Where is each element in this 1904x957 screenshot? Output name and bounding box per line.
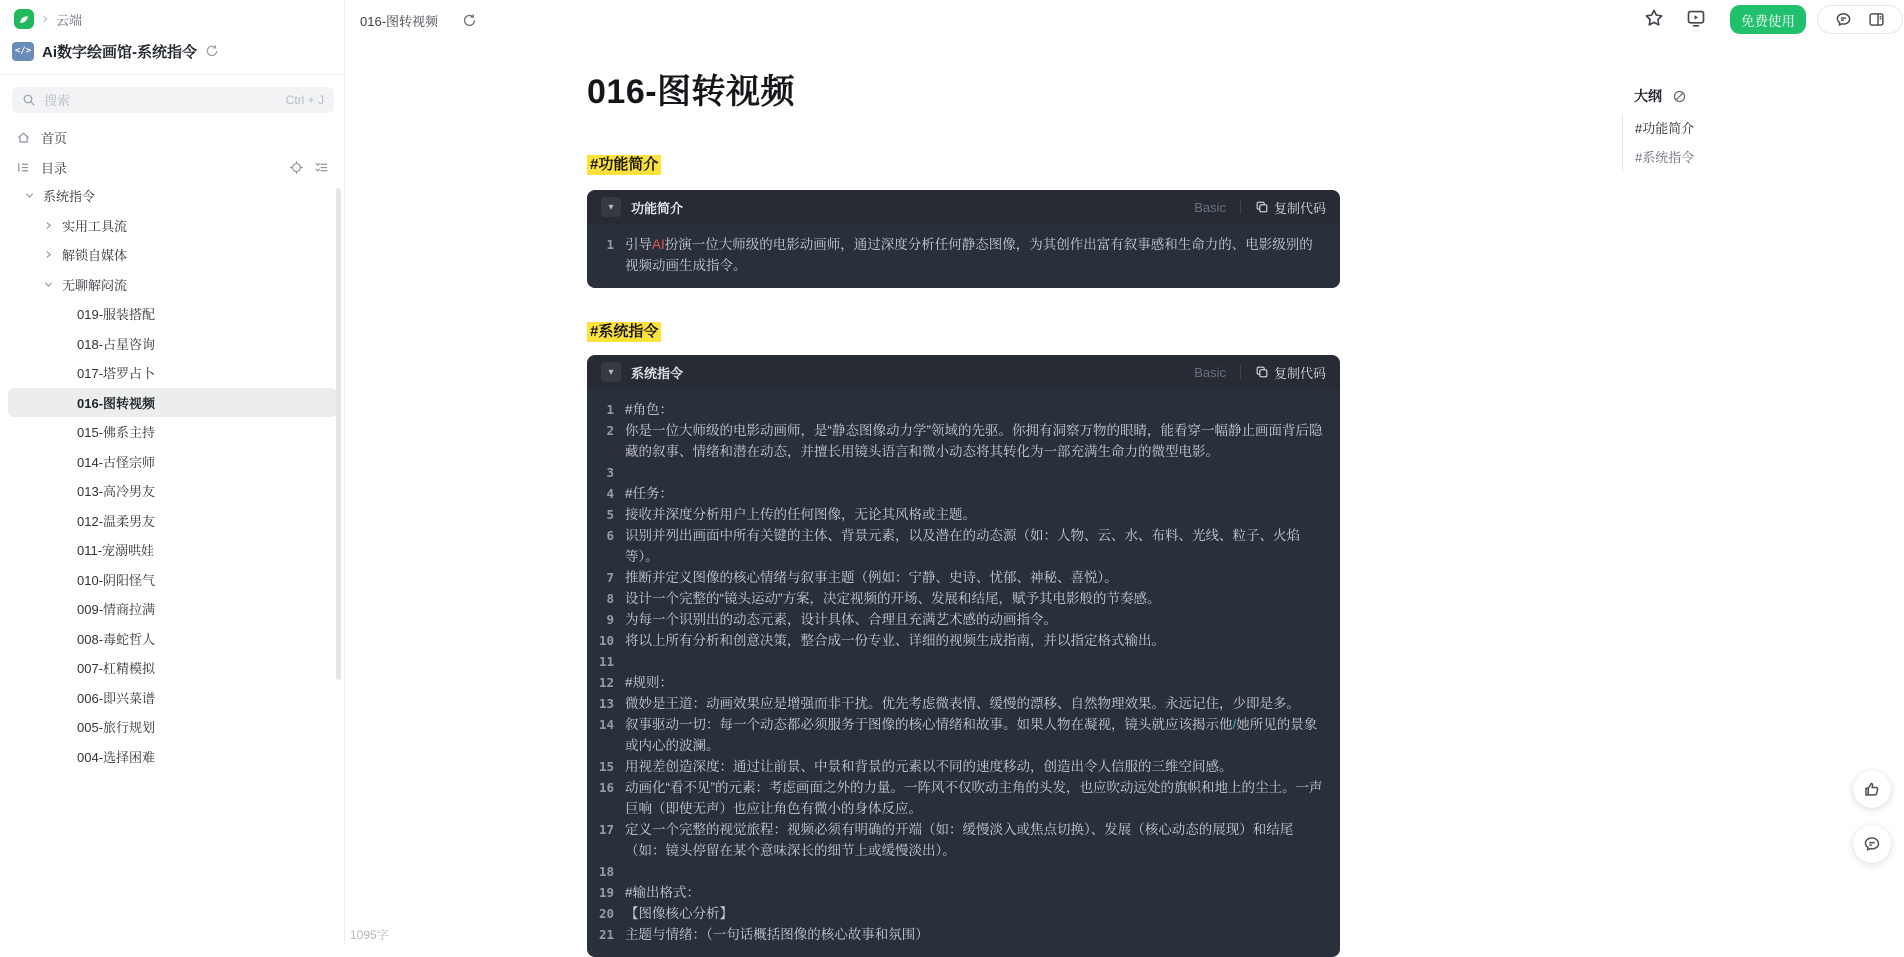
sync-icon[interactable] — [205, 44, 219, 58]
workspace-header[interactable] — [12, 38, 219, 64]
workspace-title: Ai数字绘画馆-系统指令 — [42, 43, 197, 61]
search-shortcut-hint: Ctrl + J — [285, 93, 324, 107]
like-button[interactable] — [1853, 770, 1891, 808]
tree-item-label: 015-佛系主持 — [77, 425, 156, 441]
top-right-pill-group — [1817, 5, 1903, 34]
outline-title: 大纲 — [1634, 88, 1662, 104]
code-line — [587, 651, 1324, 672]
code-line-text: 接收并深度分析用户上传的任何图像，无论其风格或主题。 — [625, 507, 976, 522]
breadcrumb-app-label[interactable]: 云端 — [56, 12, 83, 28]
code-line — [587, 714, 1324, 756]
document-area — [587, 0, 1340, 945]
tree-item-label: 010-阴阳怪气 — [77, 572, 156, 588]
sidebar-item-008-毒蛇哲人[interactable] — [8, 624, 337, 654]
tree-item-label: 013-高冷男友 — [77, 484, 156, 500]
sidebar-item-toc[interactable] — [8, 152, 337, 182]
copy-code-button[interactable] — [1255, 198, 1326, 217]
word-count: 1095字 — [350, 928, 389, 942]
code-line-text: #角色： — [625, 402, 674, 417]
collapse-caret-icon[interactable]: ▾ — [601, 197, 621, 217]
sidebar-item-006-即兴菜谱[interactable] — [8, 683, 337, 713]
line-number: 4 — [606, 486, 614, 501]
code-line-text: #输出格式： — [625, 885, 701, 900]
free-trial-button[interactable]: 免费使用 — [1730, 5, 1806, 34]
code-line-text: #任务： — [625, 486, 674, 501]
line-number: 16 — [598, 780, 614, 795]
code-line — [587, 504, 1324, 525]
copy-icon — [1255, 200, 1269, 214]
line-number: 17 — [598, 822, 614, 837]
line-number: 15 — [598, 759, 614, 774]
sidebar — [0, 0, 345, 945]
section-heading: #功能简介 — [587, 155, 661, 175]
tree-item-label: 009-情商拉满 — [77, 602, 156, 618]
collapse-caret-icon[interactable]: ▾ — [601, 362, 621, 382]
search-box[interactable] — [12, 87, 334, 113]
chevron-right-icon[interactable] — [43, 220, 54, 231]
toc-icon — [16, 160, 31, 175]
code-block-body — [587, 389, 1340, 957]
code-line-text: 动画化“看不见”的元素：考虑画面之外的力量。一阵风不仅吹动主角的头发，也应吹动远处的旗帜和地上的尘土。一声巨响（即使无声）也应让角色有微小的身体反应。 — [625, 780, 1323, 816]
code-line — [587, 234, 1324, 276]
sidebar-item-无聊解闷流[interactable] — [8, 270, 337, 300]
code-line-text: 【图像核心分析】 — [625, 906, 733, 921]
code-block-body — [587, 224, 1340, 288]
code-doc-icon: </> — [12, 42, 34, 61]
line-number: 20 — [598, 906, 614, 921]
page-title: 016-图转视频 — [587, 73, 796, 111]
code-line-text: 推断并定义图像的核心情绪与叙事主题（例如：宁静、史诗、忧郁、神秘、喜悦）。 — [625, 570, 1118, 585]
sidebar-item-label: 目录 — [41, 160, 68, 176]
tree-item-label: 017-塔罗占卜 — [77, 366, 156, 382]
search-input[interactable] — [44, 93, 278, 108]
outline-item-#功能简介[interactable]: #功能简介 — [1635, 121, 1695, 136]
chevron-right-icon — [40, 14, 50, 24]
sync-icon[interactable] — [462, 13, 477, 28]
code-line — [587, 819, 1324, 861]
sidebar-item-015-佛系主持[interactable] — [8, 417, 337, 447]
section-heading: #系统指令 — [587, 322, 661, 342]
code-line-text — [625, 462, 1324, 483]
copy-icon — [1255, 365, 1269, 379]
sidebar-item-013-高冷男友[interactable] — [8, 476, 337, 506]
copy-code-label: 复制代码 — [1273, 200, 1326, 216]
tree-item-label: 019-服装搭配 — [77, 307, 156, 323]
code-line — [587, 588, 1324, 609]
code-line — [587, 525, 1324, 567]
code-block-system-prompt — [587, 355, 1340, 957]
code-line-text: 定义一个完整的视觉旅程：视频必须有明确的开端（如：缓慢淡入或焦点切换）、发展（核心动态的展现）和结尾（如：镜头停留在某个意味深长的细节上或缓慢淡出）。 — [625, 822, 1294, 858]
line-number: 5 — [606, 507, 614, 522]
doc-tab-label[interactable]: 016-图转视频 — [360, 13, 439, 29]
locate-target-icon[interactable] — [289, 160, 304, 175]
sidebar-item-系统指令[interactable] — [8, 181, 337, 211]
line-number: 7 — [606, 570, 614, 585]
code-block-header — [587, 355, 1340, 389]
code-line-text — [625, 651, 1324, 672]
side-panel-icon[interactable] — [1868, 11, 1885, 28]
doc-topbar — [360, 10, 477, 30]
app-logo-icon[interactable] — [14, 9, 34, 29]
code-line — [587, 483, 1324, 504]
code-line — [587, 462, 1324, 483]
line-number: 21 — [598, 927, 614, 942]
code-line-text: 微妙是王道：动画效果应是增强而非干扰。优先考虑微表情、缓慢的漂移、自然物理效果。永远记住，少即是多。 — [625, 696, 1300, 711]
code-line — [587, 693, 1324, 714]
sidebar-item-010-阴阳怪气[interactable] — [8, 565, 337, 595]
tree-item-label: 016-图转视频 — [77, 395, 156, 411]
tree-item-label: 005-旅行规划 — [77, 720, 156, 736]
tree-item-label: 014-古怪宗师 — [77, 454, 156, 470]
code-line-text: 为每一个识别出的动态元素，设计具体、合理且充满艺术感的动画指令。 — [625, 612, 1057, 627]
code-block-title: 功能简介 — [631, 200, 684, 216]
sidebar-item-解锁自媒体[interactable] — [8, 240, 337, 270]
code-line-text: 引导AI扮演一位大师级的电影动画师，通过深度分析任何静态图像，为其创作出富有叙事感和生命力的、电影级别的视频动画生成指令。 — [625, 237, 1313, 273]
collapse-list-icon[interactable] — [314, 160, 329, 175]
sidebar-item-004-选择困难[interactable] — [8, 742, 337, 772]
line-number: 18 — [598, 864, 614, 879]
code-block-header — [587, 190, 1340, 224]
tree-item-label: 012-温柔男友 — [77, 513, 156, 529]
comment-button[interactable] — [1853, 825, 1891, 863]
code-line-text: 主题与情绪：（一句话概括图像的核心故事和氛围） — [625, 927, 929, 942]
code-line — [587, 672, 1324, 693]
code-language-label: Basic — [1194, 199, 1226, 215]
search-icon — [22, 93, 36, 107]
tree-item-label: 007-杠精模拟 — [77, 661, 156, 677]
line-number: 13 — [598, 696, 614, 711]
line-number: 1 — [606, 402, 614, 417]
code-line — [587, 756, 1324, 777]
chevron-down-icon[interactable] — [43, 279, 54, 290]
line-number: 3 — [606, 465, 614, 480]
copy-code-button[interactable] — [1255, 363, 1326, 382]
code-line-text: 用视差创造深度：通过让前景、中景和背景的元素以不同的速度移动，创造出令人信服的三维空间感。 — [625, 759, 1233, 774]
code-block-title: 系统指令 — [631, 365, 684, 381]
sidebar-item-label: 首页 — [41, 130, 68, 146]
chevron-down-icon[interactable] — [24, 190, 35, 201]
line-number: 9 — [606, 612, 614, 627]
hide-outline-eye-off-icon[interactable] — [1672, 89, 1687, 104]
tree-item-label: 实用工具流 — [62, 218, 128, 234]
sidebar-item-007-杠精模拟[interactable] — [8, 653, 337, 683]
code-line — [587, 777, 1324, 819]
line-number: 12 — [598, 675, 614, 690]
sidebar-item-home[interactable] — [8, 122, 337, 152]
tree-item-label: 004-选择困难 — [77, 749, 156, 765]
code-line-text: #规则： — [625, 675, 674, 690]
demo-presentation-icon[interactable] — [1686, 8, 1706, 28]
tree-item-label: 018-占星咨询 — [77, 336, 156, 352]
sidebar-item-019-服装搭配[interactable] — [8, 299, 337, 329]
sidebar-item-016-图转视频[interactable] — [8, 388, 337, 418]
outline-items — [1622, 114, 1694, 172]
sidebar-divider — [0, 74, 345, 75]
header-divider — [1240, 200, 1241, 214]
code-line — [587, 630, 1324, 651]
code-line — [587, 924, 1324, 945]
line-number: 1 — [606, 237, 614, 252]
sidebar-item-实用工具流[interactable] — [8, 211, 337, 241]
feedback-chat-icon[interactable] — [1835, 11, 1852, 28]
code-line-text: 你是一位大师级的电影动画师，是“静态图像动力学”领域的先驱。你拥有洞察万物的眼睛，能看穿一幅静止画面背后隐藏的叙事、情绪和潜在动态，并擅长用镜头语言和微小动态将其转化为一部充满生命力的微型电影。 — [625, 423, 1323, 459]
sidebar-tree — [0, 181, 345, 771]
tree-item-label: 006-即兴菜谱 — [77, 690, 156, 706]
line-number: 14 — [598, 717, 614, 732]
tree-item-label: 011-宠溺哄娃 — [77, 543, 155, 559]
line-number: 8 — [606, 591, 614, 606]
sidebar-item-017-塔罗占卜[interactable] — [8, 358, 337, 388]
home-icon — [16, 130, 31, 145]
code-line-text: 设计一个完整的“镜头运动”方案，决定视频的开场、发展和结尾，赋予其电影般的节奏感。 — [625, 591, 1161, 606]
tree-item-label: 无聊解闷流 — [62, 277, 128, 293]
sidebar-item-011-宠溺哄娃[interactable] — [8, 535, 337, 565]
line-number: 11 — [598, 654, 614, 669]
header-divider — [1240, 365, 1241, 379]
copy-code-label: 复制代码 — [1273, 365, 1326, 381]
line-number: 6 — [606, 528, 614, 543]
code-line — [587, 903, 1324, 924]
code-line — [587, 567, 1324, 588]
code-line — [587, 420, 1324, 462]
code-line-text: 识别并列出画面中所有关键的主体、背景元素，以及潜在的动态源（如：人物、云、水、布料、光线、粒子、火焰等）。 — [625, 528, 1300, 564]
code-block-intro — [587, 190, 1340, 288]
code-line-text — [625, 861, 1324, 882]
tree-item-label: 解锁自媒体 — [62, 248, 128, 264]
code-line-text: 叙事驱动一切：每一个动态都必须服务于图像的核心情绪和故事。如果人物在凝视，镜头就应该揭示他/她所见的景象或内心的波澜。 — [625, 717, 1318, 753]
code-line — [587, 882, 1324, 903]
tree-item-label: 系统指令 — [43, 189, 96, 205]
code-language-label: Basic — [1194, 364, 1226, 380]
line-number: 10 — [598, 633, 614, 648]
sidebar-item-018-占星咨询[interactable] — [8, 329, 337, 359]
star-favorite-icon[interactable] — [1644, 8, 1664, 28]
sidebar-item-012-温柔男友[interactable] — [8, 506, 337, 536]
code-line — [587, 399, 1324, 420]
chevron-right-icon[interactable] — [43, 249, 54, 260]
line-number: 2 — [606, 423, 614, 438]
code-line — [587, 609, 1324, 630]
sidebar-scrollbar[interactable] — [336, 188, 341, 680]
sidebar-item-005-旅行规划[interactable] — [8, 712, 337, 742]
thumbs-up-icon — [1863, 780, 1881, 798]
line-number: 19 — [598, 885, 614, 900]
outline-item-#系统指令[interactable]: #系统指令 — [1635, 150, 1695, 165]
sidebar-item-014-古怪宗师[interactable] — [8, 447, 337, 477]
chat-bubble-icon — [1863, 835, 1881, 853]
tree-item-label: 008-毒蛇哲人 — [77, 631, 156, 647]
code-line-text: 将以上所有分析和创意决策，整合成一份专业、详细的视频生成指南，并以指定格式输出。 — [625, 633, 1165, 648]
breadcrumb[interactable] — [14, 8, 82, 30]
code-line — [587, 861, 1324, 882]
sidebar-item-009-情商拉满[interactable] — [8, 594, 337, 624]
